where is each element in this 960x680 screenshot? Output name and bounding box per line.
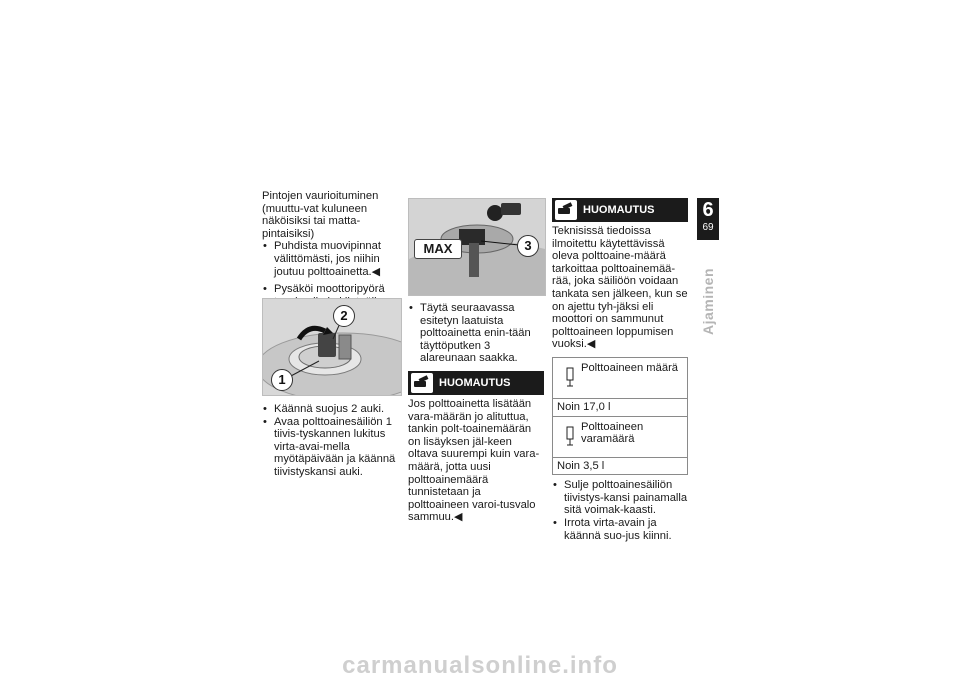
list-item: • Sulje polttoainesäiliön tiivistys-kansi painamalla sitä voimak-kaasti.	[552, 479, 688, 517]
note-title: HUOMAUTUS	[583, 203, 655, 216]
spec-value: Noin 17,0 l	[553, 398, 688, 416]
fuel-cap-figure	[262, 298, 402, 396]
note-title: HUOMAUTUS	[439, 376, 511, 389]
list-item: • Irrota virta-avain ja käännä suo-jus kiinni.	[552, 517, 688, 542]
filler-neck-figure	[408, 198, 546, 296]
watermark: carmanualsonline.info	[342, 652, 618, 679]
list-item: • Käännä suojus 2 auki.	[262, 403, 400, 416]
spec-label: Polttoaineen määrä	[581, 361, 679, 374]
list-item: • Puhdista muovipinnat välittömästi, jos niihin joutuu polttoainetta.◀	[262, 240, 400, 278]
list-item: • Täytä seuraavassa esitetyn laatuista polttoainetta enin-tään täyttöputken 3 alareunaan saakka.	[408, 302, 544, 365]
list-item: • Pysäköi moottoripyörä	[262, 283, 400, 321]
fuel-pump-icon	[565, 425, 575, 447]
chapter-title: Ajaminen	[700, 267, 716, 335]
list-item: • Avaa polttoainesäiliön 1 tiivis-tyskannen lukitus virta-avai-mella myötäpäivään ja käännä tiivistyskansi auki.	[262, 416, 400, 479]
column-3	[552, 198, 688, 542]
note-header	[552, 198, 688, 222]
chapter-number: 6	[702, 199, 714, 221]
max-label: MAX	[414, 239, 462, 259]
column-2	[408, 302, 544, 524]
note-text: Teknisissä tiedoissa ilmoitettu käytettävissä oleva polttoaine-määrä tarkoittaa polttoainemää-rää, joka säiliöön voidaan tankata sen jälkeen, kun se on ajettu tyh-jäksi eli moottori on sammunut polttoaineen loppumisen vuoksi.◀	[552, 225, 688, 351]
callout-2: 2	[333, 305, 355, 327]
callout-3: 3	[517, 235, 539, 257]
spec-value: Noin 3,5 l	[553, 457, 688, 475]
wrench-icon	[555, 200, 577, 220]
page-number: 69	[702, 222, 714, 233]
intro-text: Pintojen vaurioituminen (muuttu-vat kuluneen näköisiksi tai matta-pintaisiksi)	[262, 190, 379, 240]
wrench-icon	[411, 373, 433, 393]
note-header	[408, 371, 544, 395]
spec-label: Polttoaineen varamäärä	[581, 420, 644, 446]
note-text: Jos polttoainetta lisätään vara-määrän jo alituttua, tankin polt-toainemäärän on lisäyksen jäl-keen oltava suurempi kuin vara-määrä, jotta uusi polttoainemäärä tunnistetaan ja polttoaineen varoi-tusvalo sammuu.◀	[408, 397, 540, 524]
spec-table	[552, 357, 688, 475]
chapter-marker	[697, 198, 719, 240]
callout-1: 1	[271, 369, 293, 391]
fuel-pump-icon	[565, 366, 575, 388]
spec-header	[553, 416, 688, 457]
spec-header	[553, 357, 688, 398]
column-1-lower	[262, 403, 400, 479]
